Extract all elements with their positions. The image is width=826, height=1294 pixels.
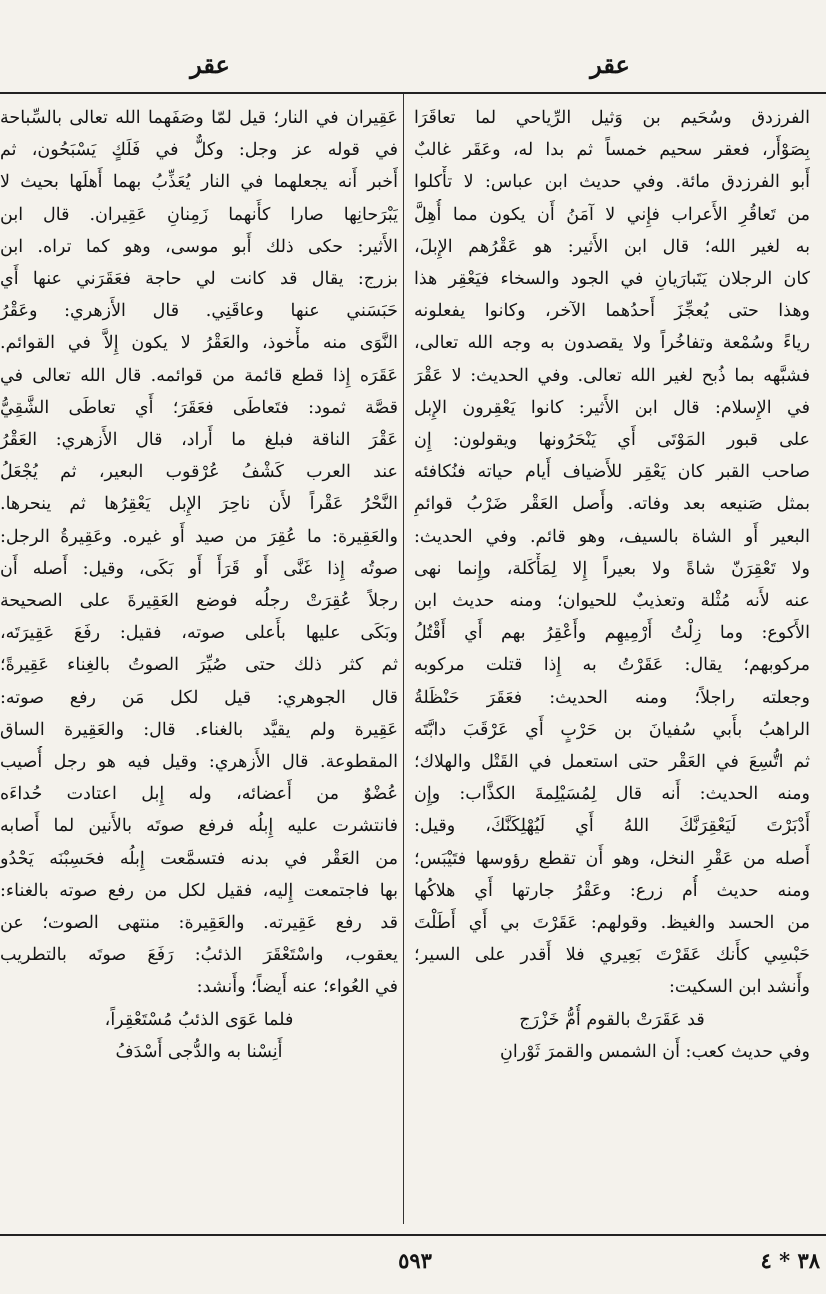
text-line: وأَنشد ابن السكيت: <box>669 977 810 998</box>
column-divider <box>403 94 404 1224</box>
text-line: عند العرب كَشْفُ عُرْقوب البعير، ثم يُجْعَلُ <box>0 462 398 483</box>
text-line: مركوبهم؛ يقال: عَقَرْتُ به إِذا قتلت مركوبه <box>414 655 810 676</box>
text-line: عَقَرَه إِذا قطع قائمة من قوائمه. قال الله تعالى في <box>0 365 398 386</box>
text-line: عُضْوٌ من أَعضائه، وله إِبل اعتادت حُداءَه <box>0 784 398 805</box>
text-line: أَصله من عَقْرِ النخل، وهو أَن تقطع رؤوسها فتَيْبَس؛ <box>414 848 810 869</box>
text-line: الراهبُ بأَبي سُفيانَ بن حَرْبٍ أَي عَرْقَبَ دابَّتَه <box>414 719 810 740</box>
text-line: ولا تَعْقِرَنّ شاةً ولا بعيراً إِلا لِمَأْكَلة، وإِنما نهى <box>414 558 810 579</box>
text-line: في العُواء؛ عنه أَيضاً؛ وأَنشد: <box>196 977 398 998</box>
text-line: من العَقْر في بدنه فتسمَّعت إِبلُه فحَسِبْنَه يَحْدُو <box>0 848 398 869</box>
text-line: بِصَوْأَر، فعقر سحيم خمساً ثم بدا له، وعَقَر غالبٌ <box>414 140 810 161</box>
text-line: يعقوب، واسْتَعْقَرَ الذئبُ: رَفَعَ صوتَه بالتطريب <box>0 945 398 966</box>
text-line: النَّحْرُ عَقْراً لأَن ناحِرَ الإِبل يَعْقِرُها ثم ينحرها. <box>0 494 398 515</box>
running-header-right: عقر <box>590 50 630 79</box>
text-line: رياءً وسُمْعة وتفاخُراً ولا يقصدون به وجه الله تعالى، <box>414 333 810 354</box>
text-line: أَنِسْنا به والدُّجى أَسْدَفُ <box>115 1041 283 1062</box>
text-line: بمثل صَنيعه بعد وفاته. وأَصل العَقْر ضَرْبُ قوائمِ <box>414 494 810 515</box>
text-line: كان الرجلان يَتَبارَيانِ في الجود والسخاء فيَعْقِر هذا <box>414 269 810 290</box>
text-line: عَقْرَ الناقة فبلغ ما أَراد، قال الأَزهري: العَقْرُ <box>0 430 398 451</box>
text-line: من تَعاقُرِ الأَعراب فإِني لا آمَنُ أَن يكون مما أُهِلَّ <box>414 204 810 225</box>
text-line: بزرج: يقال قد كانت لي حاجة فعَقَرَني عنها أَي <box>0 269 398 290</box>
text-line: بها فاجتمعت إِليه، فقيل لكل من رفع صوته بالغناء: <box>0 880 398 901</box>
text-line: قصَّة ثمود: فتَعاطَى فعَقَرَ؛ أَي تعاطَى الشَّقِيُّ <box>0 397 398 418</box>
text-line: عَقِيرة ولم يقيَّد بالغناء. قال: والعَقِيرة الساق <box>0 719 398 740</box>
text-column-left <box>0 102 398 1224</box>
text-line: وجعلته راجلاً؛ ومنه الحديث: فعَقَرَ حَنْظَلةُ <box>414 687 810 708</box>
text-line: ثم اتُّسِعَ في العَقْر حتى استعمل في القَتْل والهلاك؛ <box>414 752 810 773</box>
text-line: على قبور المَوْتَى أَي يَنْحَرُونها ويقولون: إِن <box>414 430 810 451</box>
text-line: البعير أَو الشاة بالسيف، وهو قائم. وفي الحديث: <box>414 526 810 547</box>
text-line: صاحب القبر كان يَعْقِر للأَضياف أَيام حياته فنُكافئه <box>414 462 810 483</box>
text-line: قد عَقَرَتْ بالقوم أُمُّ خَزْرَج <box>519 1009 705 1030</box>
text-line: حَبَسَني عنها وعاقَنِي. قال الأَزهري: وعَقْرُ <box>0 301 398 322</box>
text-line: أَبو الفرزدق مائة. وفي حديث ابن عباس: لا تأْكلوا <box>414 172 810 193</box>
signature-mark: ٣٨ * ٤ <box>760 1248 820 1273</box>
text-line: وفي حديث كعب: أَن الشمس والقمرَ ثَوْرانِ <box>500 1041 810 1062</box>
running-header-left: عقر <box>190 50 230 79</box>
text-line: في الإِسلام: قال ابن الأَثير: كانوا يَعْقِرون الإِبل <box>414 397 810 418</box>
text-line: حَبْسِي كأَنك عَقَرْتَ بَعِيري فلا أَقدر على السير؛ <box>414 945 810 966</box>
footer-rule <box>0 1234 826 1236</box>
text-column-right <box>414 102 810 1224</box>
text-line: ومنه حديث أُم زرع: وعَقْرُ جارتها أَي هلاكُها <box>414 880 810 901</box>
text-line: به لغير الله؛ قال ابن الأَثير: هو عَقْرُهم الإِبلَ، <box>414 236 810 257</box>
text-line: في قوله عز وجل: وكلٌّ في فَلَكٍ يَسْبَحُون، ثم <box>0 140 398 161</box>
text-line: الأَثير: حكى ذلك أَبو موسى، وهو كما تراه. ابن <box>0 236 398 257</box>
text-line: وهذا حتى يُعجِّزَ أَحدُهما الآخر، وكانوا يفعلونه <box>414 301 810 322</box>
text-line: يَبْرَحانِها صارا كأَنهما زَمِنانِ عَقِيران. قال ابن <box>0 204 398 225</box>
text-line: من الحسد والغيظ. وقولهم: عَقَرْتَ بي أَي أَطَلْتَ <box>414 913 810 934</box>
text-line: عنه لأَنه مُثْلة وتعذيبٌ للحيوان؛ ومنه حديث ابن <box>414 591 810 612</box>
text-line: الأَكوع: وما زِلْتُ أَرْمِيهِم وأَعْقِرُ بهم أَي أَقْتُلُ <box>414 623 810 644</box>
text-line: أَدْبَرْتَ لَيَعْقِرَنَّكَ اللهُ أَي لَيُهْلِكَنَّكَ، وقيل: <box>414 816 810 837</box>
text-line: الفرزدق وسُحَيم بن وَثيل الرِّياحي لما تعاقَرَا <box>414 108 810 128</box>
text-line: عَقِيران في النار؛ قيل لمّا وصَفَهما الله تعالى بالسِّباحة <box>0 108 398 128</box>
text-line: أَخبر أَنه يجعلهما في النار يُعَذِّبُ بهما أَهلَها بحيث لا <box>0 172 398 193</box>
text-line: رجلاً عُقِرَتْ رجلُه فوضع العَقِيرةَ على الصحيحة <box>0 591 398 612</box>
text-line: فلما عَوَى الذئبُ مُسْتَعْقِراً، <box>104 1009 294 1030</box>
text-line: صوتُه إِذا غَنَّى أَو قَرَأَ أَو بَكَى، وقيل: أَصله أَن <box>0 558 398 579</box>
text-line: النَّوَى منه مأْخوذ، والعَقْرُ لا يكون إِلاَّ في القوائم. <box>0 333 398 354</box>
text-line: والعَقِيرة: ما عُقِرَ من صيد أَو غيره. وعَقِيرةُ الرجل: <box>0 526 398 547</box>
text-line: قد رفع عَقِيرته. والعَقِيرة: منتهى الصوت؛ عن <box>0 913 398 934</box>
text-line: ومنه الحديث: أَنه قال لِمُسَيْلِمةَ الكذَّاب: وإِن <box>414 784 810 805</box>
text-line: وبَكَى عليها بأَعلى صوته، فقيل: رفَعَ عَقِيرَتَه، <box>0 623 398 644</box>
text-line: المقطوعة. قال الأَزهري: وقيل فيه هو رجل أُصيب <box>0 752 398 773</box>
text-line: فانتشرت عليه إِبلُه فرفع صوتَه بالأَنين لما أَصابه <box>0 816 398 837</box>
text-line: فشبَّهه بما ذُبح لغير الله تعالى. وفي الحديث: لا عَقْرَ <box>414 365 810 386</box>
text-line: ثم كثر ذلك حتى صُيِّرَ الصوتُ بالغِناء عَقِيرةً؛ <box>0 655 398 676</box>
text-line: قال الجوهري: قيل لكل مَن رفع صوته: <box>0 687 398 708</box>
page-number: ٥٩٣ <box>398 1248 432 1273</box>
header-rule <box>0 92 826 94</box>
